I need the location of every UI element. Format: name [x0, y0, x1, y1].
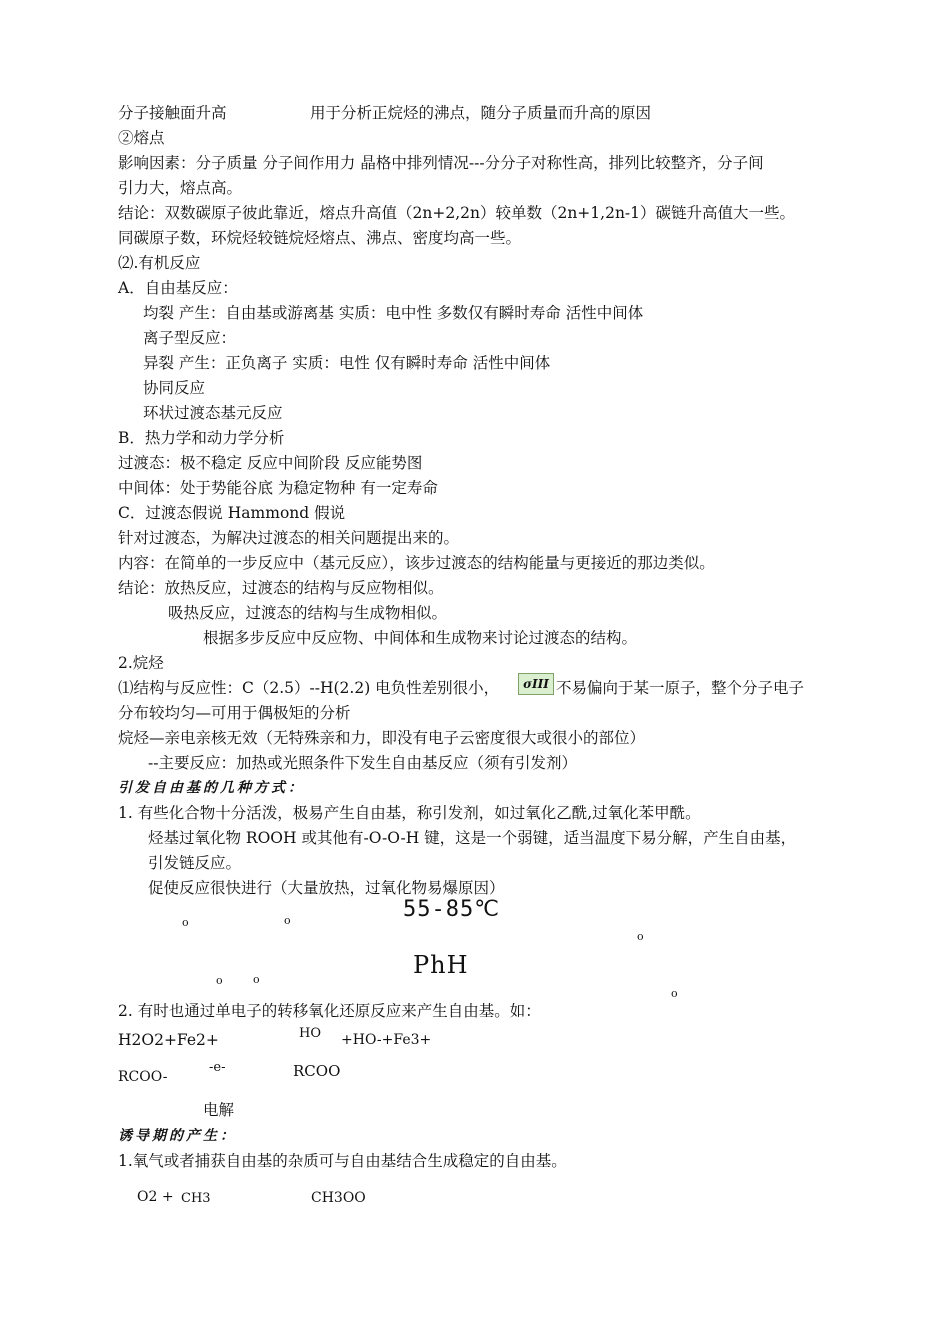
- text-line: 不易偏向于某一原子，整个分子电子: [556, 679, 805, 697]
- small-mark: o: [671, 987, 678, 1000]
- text-line: 根据多步反应中反应物、中间体和生成物来讨论过渡态的结构。: [203, 629, 638, 647]
- formula-o2: O2 +: [137, 1189, 174, 1205]
- small-mark: o: [253, 973, 260, 986]
- text-line: 协同反应: [143, 379, 206, 397]
- text-line: 内容：在简单的一步反应中（基元反应），该步过渡态的结构能量与更接近的那边类似。: [118, 554, 715, 572]
- text-line: 引发链反应。: [148, 854, 242, 872]
- text-line: 分子接触面升高: [118, 104, 227, 122]
- formula-h2o2: H2O2+Fe2+: [118, 1031, 219, 1049]
- text-line: 均裂 产生：自由基或游离基 实质：电中性 多数仅有瞬时寿命 活性中间体: [143, 304, 644, 322]
- section-heading: 诱导期的产生：: [118, 1128, 237, 1144]
- text-line: 同碳原子数，环烷烃较链烷烃熔点、沸点、密度均高一些。: [118, 229, 522, 247]
- text-line: 影响因素：分子质量 分子间作用力 晶格中排列情况---分分子对称性高，排列比较整齐，分子间: [118, 154, 764, 172]
- text-line: 分布较均匀—可用于偶极矩的分析: [118, 704, 351, 722]
- small-mark: o: [637, 930, 644, 943]
- text-line: ⑵.有机反应: [118, 254, 201, 272]
- text-line: --主要反应：加热或光照条件下发生自由基反应（须有引发剂）: [148, 754, 577, 772]
- text-line: -e-: [209, 1060, 226, 1075]
- small-mark: o: [216, 974, 223, 987]
- text-line: +HO-+Fe3+: [341, 1032, 432, 1048]
- text-line: 用于分析正烷烃的沸点，随分子质量而升高的原因: [310, 104, 652, 122]
- text-line: 环状过渡态基元反应: [143, 404, 283, 422]
- text-line: ②熔点: [118, 129, 165, 147]
- small-mark: o: [284, 914, 291, 927]
- text-line: 中间体：处于势能谷底 为稳定物种 有一定寿命: [118, 479, 438, 497]
- text-line: 结论：双数碳原子彼此靠近，熔点升高值（2n+2,2n）较单数（2n+1,2n-1）碳链升高值大一些。: [118, 204, 796, 222]
- text-line: C．过渡态假说 Hammond 假说: [118, 504, 346, 522]
- formula-ch3: CH3: [181, 1191, 211, 1206]
- text-line: 烃基过氧化物 ROOH 或其他有-O-O-H 键，这是一个弱键，适当温度下易分解，产生自由基，: [148, 829, 797, 847]
- text-line: B．热力学和动力学分析: [118, 429, 285, 447]
- text-line: 2.烷烃: [118, 654, 164, 672]
- text-line: 引力大，熔点高。: [118, 179, 243, 197]
- text-line: 针对过渡态，为解决过渡态的相关问题提出来的。: [118, 529, 460, 547]
- text-line: 电解: [203, 1101, 235, 1119]
- text-line: 结论：放热反应，过渡态的结构与反应物相似。: [118, 579, 444, 597]
- text-line: RCOO: [293, 1062, 341, 1080]
- text-line: 吸热反应，过渡态的结构与生成物相似。: [168, 604, 448, 622]
- text-line: 1. 有些化合物十分活泼，极易产生自由基，称引发剂，如过氧化乙酰,过氧化苯甲酰。: [118, 804, 701, 822]
- reaction-solvent: PhH: [413, 951, 469, 979]
- text-line: 烷烃—亲电亲核无效（无特殊亲和力，即没有电子云密度很大或很小的部位）: [118, 729, 646, 747]
- text-line: 异裂 产生：正负离子 实质：电性 仅有瞬时寿命 活性中间体: [143, 354, 551, 372]
- text-line: 2. 有时也通过单电子的转移氧化还原反应来产生自由基。如：: [118, 1002, 541, 1020]
- text-line: RCOO-: [118, 1069, 168, 1085]
- small-mark: o: [182, 916, 189, 929]
- text-line: 过渡态：极不稳定 反应中间阶段 反应能势图: [118, 454, 423, 472]
- text-line: A．自由基反应：: [118, 279, 238, 297]
- text-line: 离子型反应：: [143, 329, 237, 347]
- text-line: HO: [299, 1026, 321, 1041]
- section-heading: 引发自由基的几种方式：: [118, 780, 305, 796]
- text-line: ⑴结构与反应性：C（2.5）--H(2.2) 电负性差别很小，: [118, 679, 500, 697]
- text-line: 1.氧气或者捕获自由基的杂质可与自由基结合生成稳定的自由基。: [118, 1152, 567, 1170]
- text-line: 促使反应很快进行（大量放热，过氧化物易爆原因）: [148, 879, 505, 897]
- reaction-condition: 55-85℃: [403, 897, 500, 922]
- text-line: CH3OO: [311, 1190, 366, 1206]
- sigma-bond-image: σIII: [518, 673, 554, 695]
